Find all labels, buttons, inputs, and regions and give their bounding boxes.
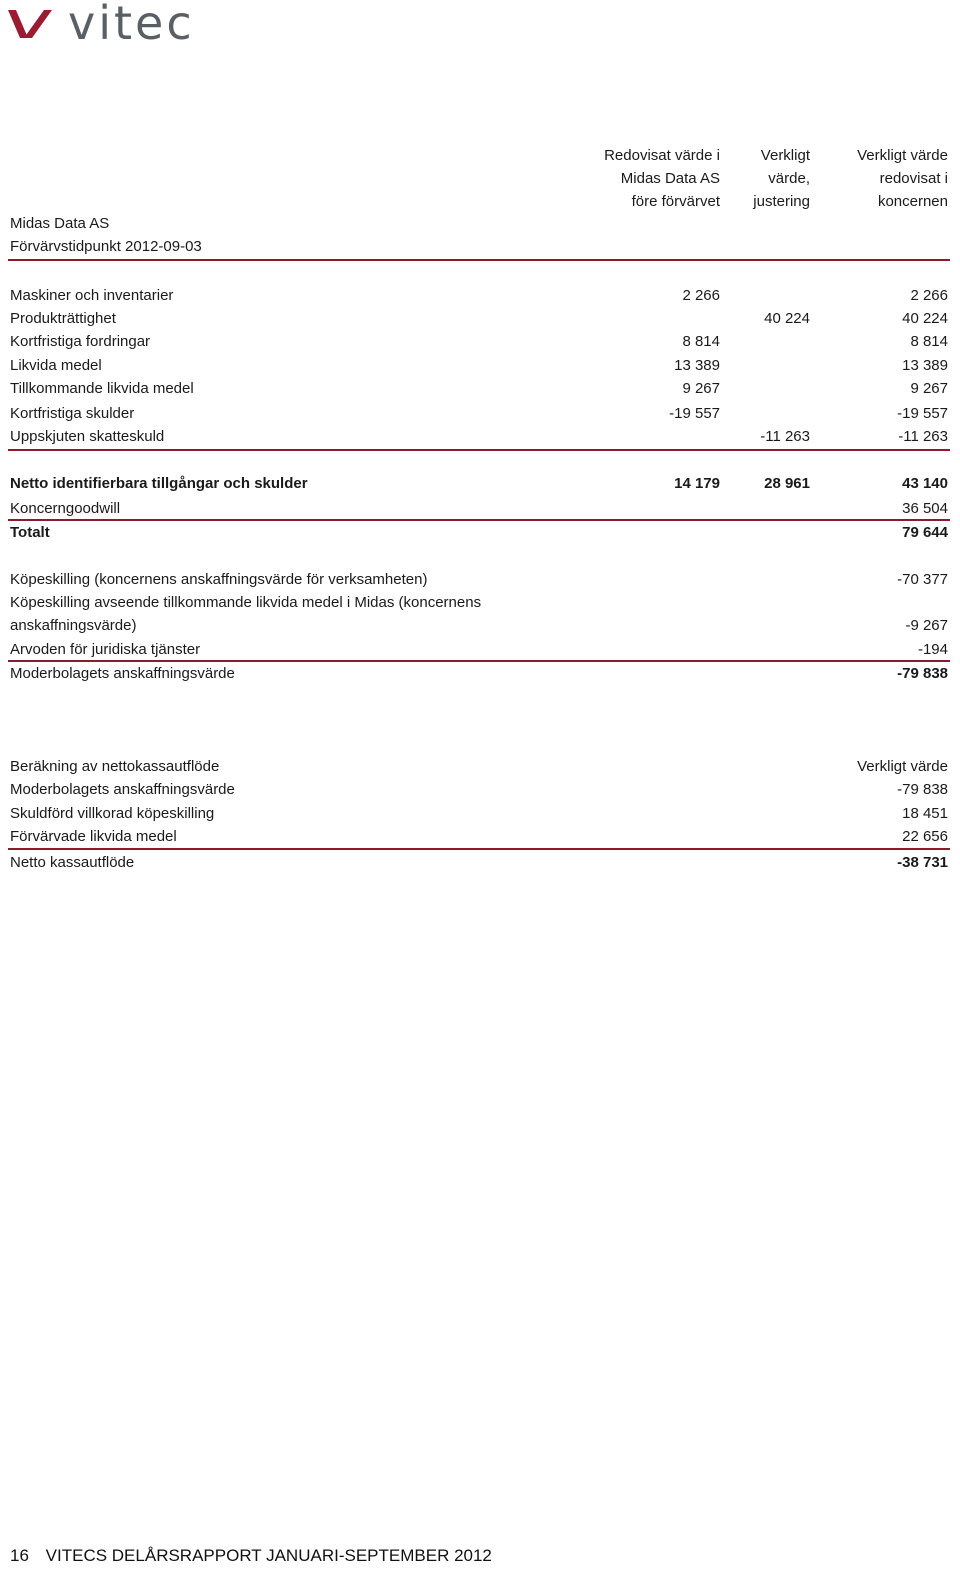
table-row-label: Tillkommande likvida medel xyxy=(10,380,194,397)
table-cell: -11 263 xyxy=(760,428,810,445)
table-cell: 8 814 xyxy=(910,333,948,350)
purchase-row-label: Köpeskilling (koncernens anskaffningsvärde för verksamheten) xyxy=(10,571,428,588)
page-footer xyxy=(10,1545,492,1567)
cashflow-row-value: -79 838 xyxy=(897,781,948,798)
page-number: 16 xyxy=(10,1546,29,1565)
table-cell: -11 263 xyxy=(898,428,948,445)
table-cell: 9 267 xyxy=(910,380,948,397)
cashflow-row-value: 22 656 xyxy=(902,828,948,845)
table-cell: 13 389 xyxy=(674,357,720,374)
goodwill-label: Koncerngoodwill xyxy=(10,500,121,517)
total-label: Totalt xyxy=(10,524,50,541)
purchase-row-label: Köpeskilling avseende tillkommande likvida medel i Midas (koncernens xyxy=(10,594,482,611)
table-cell: 8 814 xyxy=(682,333,720,350)
table-cell: 2 266 xyxy=(682,287,720,304)
divider xyxy=(8,660,950,662)
cashflow-row-value: 18 451 xyxy=(902,805,948,822)
total-value: 79 644 xyxy=(902,524,948,541)
cashflow-row-label: Skuldförd villkorad köpeskilling xyxy=(10,805,215,822)
cashflow-header-value: Verkligt värde xyxy=(857,758,948,775)
net-identifiable-label: Netto identifierbara tillgångar och skulder xyxy=(10,475,308,492)
column-header-fair-value-group: Verkligt värde redovisat i koncernen xyxy=(857,147,948,210)
table-row-label: Kortfristiga skulder xyxy=(10,405,135,422)
divider xyxy=(8,449,950,451)
table-row-label: Uppskjuten skatteskuld xyxy=(10,428,165,445)
table-cell: -19 557 xyxy=(897,405,948,422)
table-row-label: Maskiner och inventarier xyxy=(10,287,174,304)
purchase-row-label: anskaffningsvärde) xyxy=(10,617,137,634)
entity-name: Midas Data AS xyxy=(10,215,110,232)
table-cell: 13 389 xyxy=(902,357,948,374)
column-header-before-acquisition: Redovisat värde i Midas Data AS före förvärvet xyxy=(604,147,720,210)
table-cell: 40 224 xyxy=(764,310,810,327)
table-row-label: Produkträttighet xyxy=(10,310,116,327)
goodwill-value: 36 504 xyxy=(902,500,948,517)
net-identifiable-c1: 14 179 xyxy=(674,475,720,492)
cashflow-row-label: Förvärvade likvida medel xyxy=(10,828,177,845)
acquisition-date: Förvärvstidpunkt 2012-09-03 xyxy=(10,238,202,255)
net-cash-outflow-value: -38 731 xyxy=(897,854,948,871)
vitec-logo xyxy=(6,0,246,50)
table-cell: 2 266 xyxy=(910,287,948,304)
purchase-row-label: Arvoden för juridiska tjänster xyxy=(10,641,201,658)
parent-acquisition-cost-value: -79 838 xyxy=(897,665,948,682)
divider xyxy=(8,519,950,521)
table-row-label: Likvida medel xyxy=(10,357,102,374)
logo-wordmark: vitec xyxy=(68,0,195,50)
cashflow-header-label: Beräkning av nettokassautflöde xyxy=(10,758,220,775)
net-identifiable-c3: 43 140 xyxy=(902,475,948,492)
purchase-row-value: -70 377 xyxy=(897,571,948,588)
vitec-logo-mark-icon xyxy=(6,6,54,42)
purchase-row-value: -194 xyxy=(917,641,948,658)
divider xyxy=(8,848,950,850)
table-cell: 40 224 xyxy=(902,310,948,327)
parent-acquisition-cost-label: Moderbolagets anskaffningsvärde xyxy=(10,665,235,682)
table-cell: -19 557 xyxy=(669,405,720,422)
divider xyxy=(8,259,950,261)
net-identifiable-c2: 28 961 xyxy=(764,475,810,492)
cashflow-row-label: Moderbolagets anskaffningsvärde xyxy=(10,781,235,798)
column-header-fair-value-adjustment: Verkligt värde, justering xyxy=(753,147,810,210)
net-cash-outflow-label: Netto kassautflöde xyxy=(10,854,135,871)
purchase-row-value: -9 267 xyxy=(905,617,948,634)
table-row-label: Kortfristiga fordringar xyxy=(10,333,151,350)
report-title: VITECS DELÅRSRAPPORT JANUARI-SEPTEMBER 2012 xyxy=(45,1546,492,1565)
table-cell: 9 267 xyxy=(682,380,720,397)
